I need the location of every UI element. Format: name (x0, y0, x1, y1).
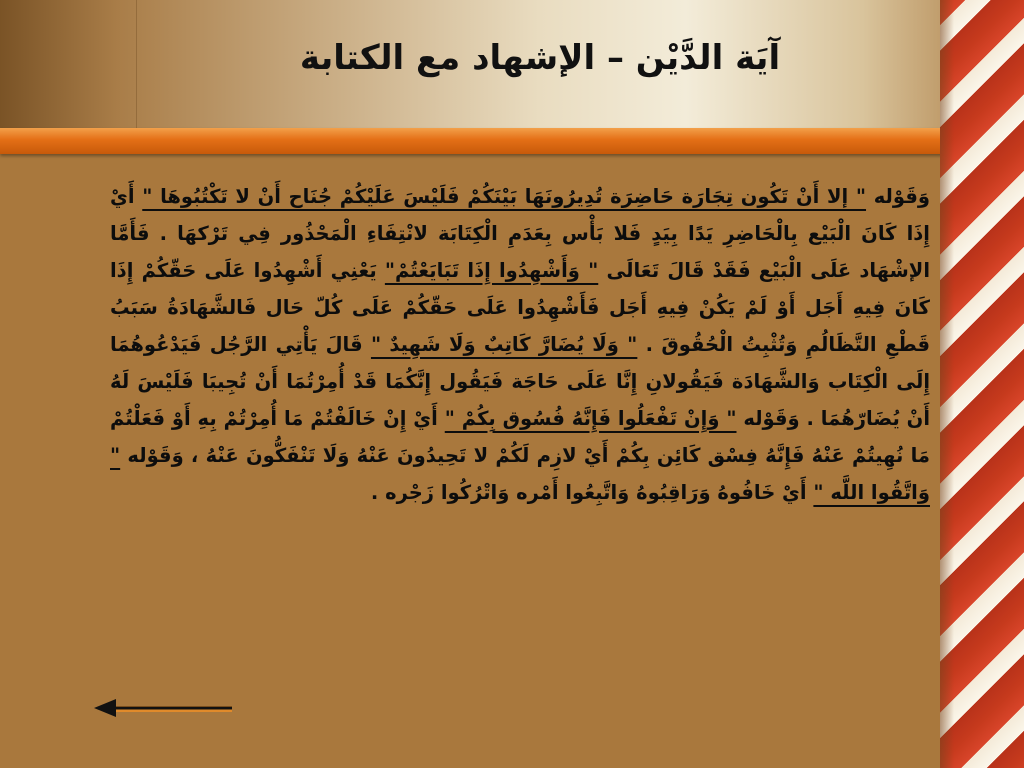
commentary-text: قَالَ يَأْتِي الرَّجُل فَيَدْعُوهُمَا إِلَى الْكِتَاب وَالشَّهَادَة فَيَقُولانِ إِنَّا عَلَى حَاجَة فَيَقُول إِنَّكُمَا قَدْ أُمِرْتُمَا أَنْ تُجِيبَا فَلَيْسَ لَهُ أَنْ يُضَارّهُمَا . وَقَوْله (110, 333, 931, 430)
slide-title: آيَة الدَّيْن – الإشهاد مع الكتابة (299, 38, 781, 78)
slide-body-text (110, 178, 930, 511)
slide-header (0, 0, 980, 128)
left-arrow-icon (92, 695, 237, 723)
commentary-text: وَقَوْله (866, 185, 930, 208)
commentary-text: أَيْ إِذَا كَانَ الْبَيْع بِالْحَاضِرِ يَدًا بِيَدٍ فَلا بَأْس بِعَدَمِ الْكِتَابَة لانْتِفَاءِ الْمَحْذُور فِي تَرْكهَا . فَأَمَّا الإشْهَاد عَلَى الْبَيْع فَقَدْ قَالَ تَعَالَى (110, 185, 930, 282)
back-button[interactable] (92, 695, 237, 723)
quran-quote: " وَلَا يُضَارَّ كَاتِبٌ وَلَا شَهِيدٌ " (370, 333, 638, 356)
quran-quote: " وَأَشْهِدُوا إِذَا تَبَايَعْتُمْ" (384, 259, 599, 282)
commentary-text: أَيْ إِنْ خَالَفْتُمْ مَا أُمِرْتُمْ بِهِ أَوْ فَعَلْتُمْ مَا نُهِيتُمْ عَنْهُ فَإِنَّهُ فِسْق كَائِن بِكُمْ أَيْ لازِم لَكُمْ لا تَحِيدُونَ عَنْهُ وَلَا تَنْفَكُّونَ عَنْهُ ، وَقَوْله (110, 407, 930, 467)
decorative-ribbon (940, 0, 1024, 768)
quran-quote: " إلا أَنْ تَكُون تِجَارَة حَاضِرَة تُدِيرُونَهَا بَيْنَكُمْ فَلَيْسَ عَلَيْكُمْ جُنَاح أَنْ لا تَكْتُبُوهَا " (142, 185, 867, 208)
quran-quote: " وَاتَّقُوا اللَّه " (110, 444, 930, 504)
header-divider (136, 0, 137, 128)
quran-quote: " وَإِنْ تَفْعَلُوا فَإِنَّهُ فُسُوق بِكُمْ " (444, 407, 737, 430)
commentary-text: أَيْ خَافُوهُ وَرَاقِبُوهُ وَاتَّبِعُوا أَمْره وَاتْرُكُوا زَجْره . (370, 481, 814, 504)
accent-bar (0, 128, 975, 154)
commentary-text: يَعْنِي أَشْهِدُوا عَلَى حَقّكُمْ إِذَا كَانَ فِيهِ أَجَل أَوْ لَمْ يَكُنْ فِيهِ أَجَل فَأَشْهِدُوا عَلَى حَقّكُمْ عَلَى كُلّ حَال فَالشَّهَادَةُ سَبَبُ قَطْعِ التَّظَالُمِ وَتُثْبِتُ الْحُقُوقَ . (110, 259, 930, 356)
